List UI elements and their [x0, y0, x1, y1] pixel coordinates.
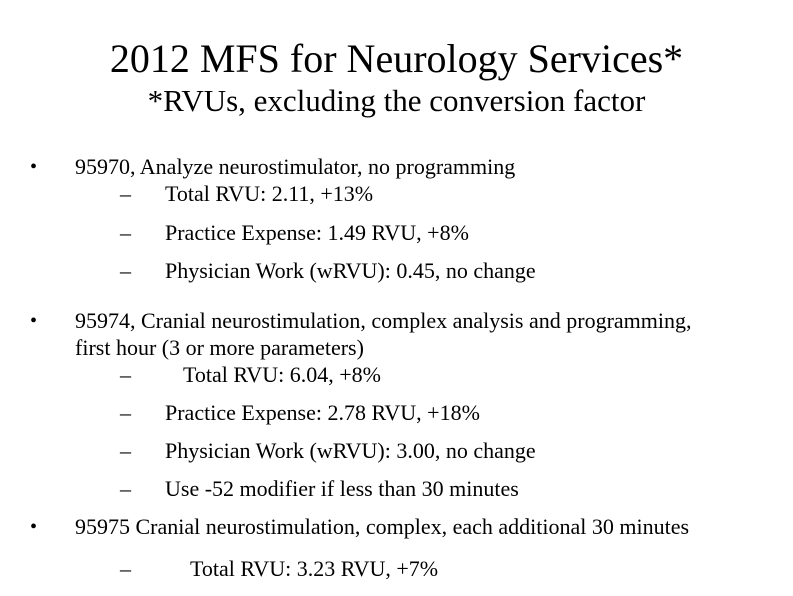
bullet-text: 95970, Analyze neurostimulator, no programming [75, 154, 516, 179]
sub-item-text: Physician Work (wRVU): 0.45, no change [165, 258, 536, 283]
sub-item-dash: – [120, 400, 131, 425]
sub-item-dash: – [120, 220, 131, 245]
bullet-text: 95974, Cranial neurostimulation, complex analysis and programming, [75, 308, 692, 333]
slide-title: 2012 MFS for Neurology Services* [109, 36, 684, 81]
sub-item-text: Total RVU: 6.04, +8% [183, 362, 381, 387]
sub-item-dash: – [120, 476, 131, 501]
sub-item-text: Practice Expense: 2.78 RVU, +18% [165, 400, 480, 425]
slide-subtitle: *RVUs, excluding the conversion factor [147, 83, 646, 118]
bullet-marker: • [30, 156, 38, 178]
bullet-marker: • [30, 516, 38, 538]
sub-item-dash: – [120, 438, 131, 463]
sub-item-text: Total RVU: 2.11, +13% [165, 181, 374, 206]
sub-item-dash: – [120, 258, 131, 283]
sub-item-text: Use -52 modifier if less than 30 minutes [165, 476, 519, 501]
sub-item-dash: – [120, 362, 131, 387]
bullet-text-continuation: first hour (3 or more parameters) [75, 335, 364, 360]
sub-item-dash: – [120, 556, 131, 581]
sub-item-text: Total RVU: 3.23 RVU, +7% [190, 556, 439, 581]
bullet-marker: • [30, 310, 38, 332]
bullet-text: 95975 Cranial neurostimulation, complex, each additional 30 minutes [75, 514, 690, 539]
sub-item-text: Physician Work (wRVU): 3.00, no change [165, 438, 536, 463]
sub-item-text: Practice Expense: 1.49 RVU, +8% [165, 220, 469, 245]
sub-item-dash: – [120, 181, 131, 206]
